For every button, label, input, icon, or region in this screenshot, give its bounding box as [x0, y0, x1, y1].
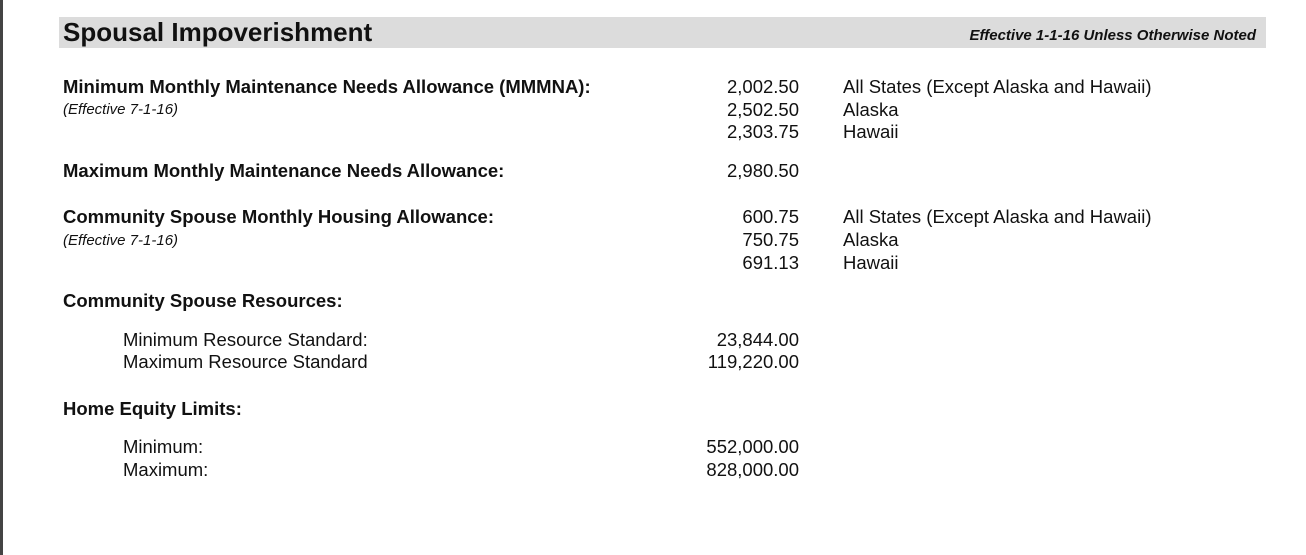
max-mmna-value: 2,980.50	[726, 160, 799, 181]
section-header	[59, 17, 1266, 48]
home-equity-row-value: 552,000.00	[706, 436, 799, 457]
window-edge	[0, 0, 3, 555]
mmmna-note: All States (Except Alaska and Hawaii)	[843, 76, 1152, 97]
resource-row-label: Maximum Resource Standard	[123, 351, 368, 372]
housing-note: All States (Except Alaska and Hawaii)	[843, 206, 1152, 227]
housing-note: Hawaii	[843, 252, 899, 273]
home-equity-row-value: 828,000.00	[706, 459, 799, 480]
housing-value: 600.75	[742, 206, 799, 227]
mmmna-effective: (Effective 7-1-16)	[63, 101, 179, 118]
housing-note: Alaska	[843, 229, 899, 250]
housing-value: 750.75	[742, 229, 799, 250]
mmmna-value: 2,303.75	[726, 121, 799, 142]
home-equity-label: Home Equity Limits:	[63, 398, 242, 419]
page-title: Spousal Impoverishment	[63, 17, 373, 47]
mmmna-value: 2,002.50	[726, 76, 799, 97]
housing-label: Community Spouse Monthly Housing Allowance:	[63, 206, 494, 227]
home-equity-row-label: Maximum:	[123, 459, 209, 480]
resource-row-label: Minimum Resource Standard:	[123, 329, 368, 350]
mmmna-label: Minimum Monthly Maintenance Needs Allowance (MMMNA):	[63, 76, 591, 97]
mmmna-value: 2,502.50	[726, 99, 799, 120]
mmmna-note: Alaska	[843, 99, 899, 120]
resource-row-value: 119,220.00	[707, 351, 799, 372]
housing-value: 691.13	[742, 252, 799, 273]
housing-effective: (Effective 7-1-16)	[63, 232, 179, 249]
effective-note: Effective 1-1-16 Unless Otherwise Noted	[969, 27, 1256, 44]
resources-label: Community Spouse Resources:	[63, 290, 343, 311]
home-equity-row-label: Minimum:	[123, 436, 204, 457]
resource-row-value: 23,844.00	[716, 329, 799, 350]
max-mmna-label: Maximum Monthly Maintenance Needs Allowance:	[63, 160, 505, 181]
mmmna-note: Hawaii	[843, 121, 899, 142]
